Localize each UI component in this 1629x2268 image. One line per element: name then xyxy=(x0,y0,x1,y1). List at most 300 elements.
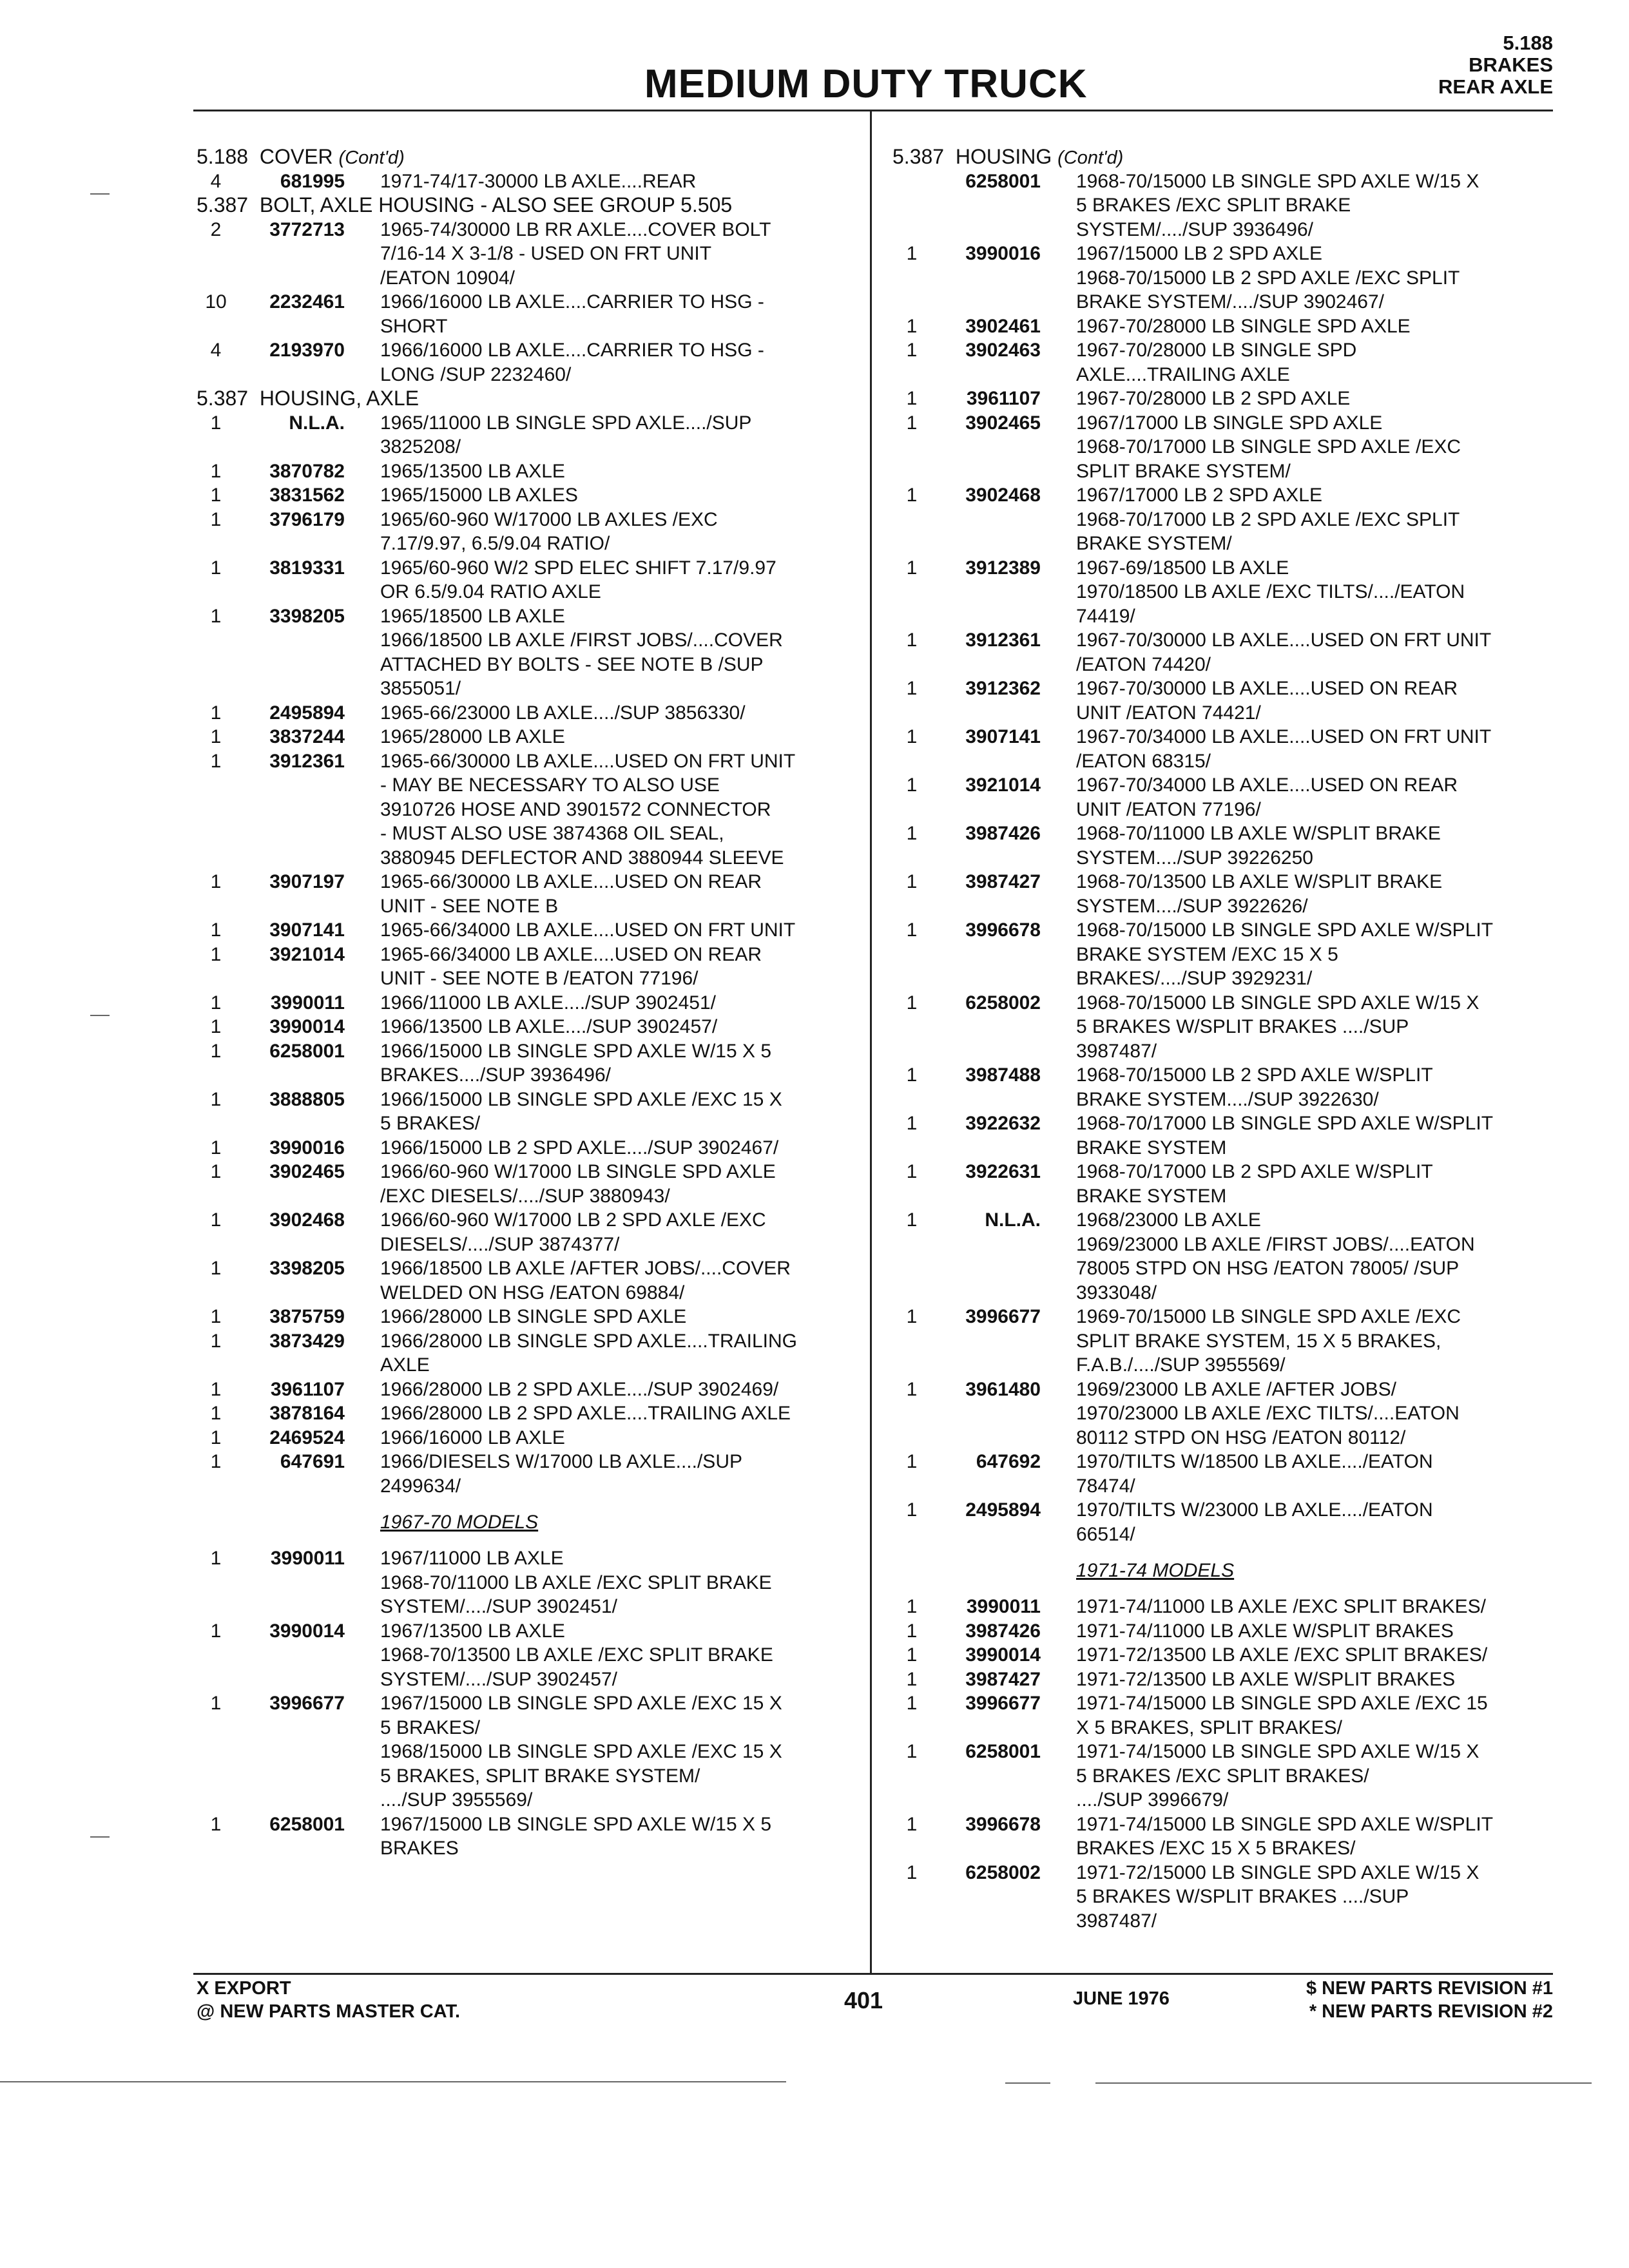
description-continuation: 3933048/ xyxy=(1076,1282,1157,1303)
part-row xyxy=(892,991,1537,1015)
part-description: 1966/60-960 W/17000 LB SINGLE SPD AXLE xyxy=(380,1161,776,1182)
header-rule xyxy=(193,110,1553,111)
part-description: 1971-72/13500 LB AXLE W/SPLIT BRAKES xyxy=(1076,1668,1456,1690)
part-number: 3873429 xyxy=(269,1330,345,1352)
quantity: 1 xyxy=(906,823,918,844)
part-row xyxy=(892,1160,1537,1184)
part-number: 647691 xyxy=(280,1451,345,1472)
quantity: 1 xyxy=(906,1620,918,1642)
description-continuation: BRAKE SYSTEM/..../SUP 3902467/ xyxy=(1076,291,1385,312)
part-number: 3961107 xyxy=(966,388,1041,409)
section-heading-text: 5.188 COVER xyxy=(197,145,339,168)
part-description: 1968-70/15000 LB SINGLE SPD AXLE W/15 X xyxy=(1076,992,1480,1014)
model-year-subheading: 1971-74 MODELS xyxy=(1076,1560,1235,1581)
part-row xyxy=(197,1619,841,1644)
part-number: 3796179 xyxy=(269,508,345,530)
quantity: 1 xyxy=(210,1016,222,1037)
continued-label: (Cont'd) xyxy=(1057,148,1124,168)
description-continuation: 1968-70/17000 LB 2 SPD AXLE /EXC SPLIT xyxy=(1076,508,1460,530)
part-row xyxy=(197,1378,841,1402)
quantity: 1 xyxy=(906,243,918,264)
quantity: 1 xyxy=(210,919,222,941)
section-heading-text: 5.387 BOLT, AXLE HOUSING - ALSO SEE GROUP 5.505 xyxy=(197,193,733,216)
quantity: 1 xyxy=(906,774,918,796)
quantity: 1 xyxy=(210,1813,222,1835)
part-row xyxy=(197,483,841,508)
part-description: 1966/13500 LB AXLE..../SUP 3902457/ xyxy=(380,1016,718,1037)
description-continuation: BRAKES /EXC 15 X 5 BRAKES/ xyxy=(1076,1838,1356,1859)
description-continuation: 3880945 DEFLECTOR AND 3880944 SLEEVE xyxy=(380,847,784,869)
part-description: 1967/17000 LB SINGLE SPD AXLE xyxy=(1076,412,1383,434)
description-continuation: DIESELS/..../SUP 3874377/ xyxy=(380,1233,620,1255)
description-continuation: 1968-70/17000 LB SINGLE SPD AXLE /EXC xyxy=(1076,436,1461,457)
section-heading xyxy=(197,387,841,411)
part-number: 3902468 xyxy=(269,1209,345,1231)
part-description: 1967-70/30000 LB AXLE....USED ON FRT UNIT xyxy=(1076,629,1492,651)
part-description: 1965/18500 LB AXLE xyxy=(380,605,565,627)
part-number: 3902465 xyxy=(965,412,1041,434)
part-description: 1971-74/15000 LB SINGLE SPD AXLE W/15 X xyxy=(1076,1741,1480,1762)
part-row xyxy=(197,459,841,484)
margin-mark xyxy=(90,1836,110,1838)
description-continuation: SYSTEM/..../SUP 3902451/ xyxy=(380,1596,617,1617)
part-number: 3990011 xyxy=(270,992,345,1014)
description-continuation: 7/16-14 X 3-1/8 - USED ON FRT UNIT xyxy=(380,243,712,264)
part-row xyxy=(892,1619,1537,1644)
part-row xyxy=(197,1450,841,1474)
part-number: 3870782 xyxy=(269,460,345,482)
part-number: 3875759 xyxy=(269,1306,345,1327)
part-description: 1965/11000 LB SINGLE SPD AXLE..../SUP xyxy=(380,412,752,434)
part-description: 1968-70/13500 LB AXLE W/SPLIT BRAKE xyxy=(1076,871,1443,892)
part-description: 1965/28000 LB AXLE xyxy=(380,726,565,747)
part-number: 3922632 xyxy=(965,1113,1041,1134)
part-number: 3902468 xyxy=(965,485,1041,506)
part-number: 3831562 xyxy=(269,485,345,506)
legend-revision-2: * NEW PARTS REVISION #2 xyxy=(1309,2001,1553,2022)
part-number: 6258002 xyxy=(965,992,1041,1014)
description-continuation: BRAKES..../SUP 3936496/ xyxy=(380,1064,611,1086)
part-description: 1967/15000 LB SINGLE SPD AXLE /EXC 15 X xyxy=(380,1693,782,1714)
description-continuation: SPLIT BRAKE SYSTEM, 15 X 5 BRAKES, xyxy=(1076,1330,1441,1352)
description-continuation: F.A.B./..../SUP 3955569/ xyxy=(1076,1354,1286,1376)
part-number: 3996678 xyxy=(965,1813,1041,1835)
part-description: 1968-70/11000 LB AXLE W/SPLIT BRAKE xyxy=(1076,823,1441,844)
part-row xyxy=(892,556,1537,581)
quantity: 1 xyxy=(210,1403,222,1424)
part-number: 3398205 xyxy=(269,1258,345,1279)
part-description: 1966/15000 LB 2 SPD AXLE..../SUP 3902467/ xyxy=(380,1137,779,1158)
description-continuation: 3825208/ xyxy=(380,436,461,457)
section-heading-text: 5.387 HOUSING xyxy=(892,145,1058,168)
part-row xyxy=(197,218,841,242)
part-row xyxy=(892,677,1537,701)
description-continuation: 5 BRAKES/ xyxy=(380,1113,481,1134)
description-continuation: 3987487/ xyxy=(1076,1910,1157,1932)
part-description: 1970/TILTS W/23000 LB AXLE..../EATON xyxy=(1076,1499,1433,1521)
part-row xyxy=(892,1378,1537,1402)
part-row xyxy=(197,1401,841,1426)
part-row xyxy=(197,556,841,581)
part-row xyxy=(197,338,841,363)
part-description: 1968-70/15000 LB SINGLE SPD AXLE W/SPLIT xyxy=(1076,919,1494,941)
part-description: 1965-66/34000 LB AXLE....USED ON FRT UNIT xyxy=(380,919,796,941)
part-description: 1967/15000 LB 2 SPD AXLE xyxy=(1076,243,1322,264)
scan-edge-line xyxy=(0,2081,786,2082)
margin-mark xyxy=(90,193,110,195)
description-continuation: 3910726 HOSE AND 3901572 CONNECTOR xyxy=(380,798,771,820)
part-number: 2193970 xyxy=(269,340,345,361)
part-row xyxy=(197,1088,841,1112)
description-continuation: 1969/23000 LB AXLE /FIRST JOBS/....EATON xyxy=(1076,1233,1475,1255)
part-row xyxy=(197,1015,841,1039)
description-continuation: 74419/ xyxy=(1076,605,1135,627)
section-info xyxy=(1438,32,1553,98)
part-row xyxy=(892,628,1537,653)
continued-label: (Cont'd) xyxy=(338,148,405,168)
part-row xyxy=(197,411,841,436)
quantity: 1 xyxy=(906,1741,918,1762)
part-number: 3902465 xyxy=(269,1161,345,1182)
description-continuation: - MAY BE NECESSARY TO ALSO USE xyxy=(380,774,720,796)
part-description: 1965-66/34000 LB AXLE....USED ON REAR xyxy=(380,943,762,965)
publication-date: JUNE 1976 xyxy=(1073,1988,1170,2009)
quantity: 1 xyxy=(906,388,918,409)
part-description: 1971-74/11000 LB AXLE W/SPLIT BRAKES xyxy=(1076,1620,1454,1642)
part-number: 3921014 xyxy=(965,774,1041,796)
quantity: 1 xyxy=(906,678,918,699)
section-heading-text: 5.387 HOUSING, AXLE xyxy=(197,387,419,410)
quantity: 1 xyxy=(210,1451,222,1472)
description-continuation: BRAKES/..../SUP 3929231/ xyxy=(1076,968,1313,989)
quantity: 10 xyxy=(205,291,227,312)
part-description: 1967-69/18500 LB AXLE xyxy=(1076,557,1289,579)
part-description: 1966/15000 LB SINGLE SPD AXLE W/15 X 5 xyxy=(380,1040,772,1062)
part-description: 1966/28000 LB SINGLE SPD AXLE....TRAILING xyxy=(380,1330,798,1352)
part-number: 3990014 xyxy=(965,1644,1041,1666)
footer-rule xyxy=(193,1973,1553,1975)
description-continuation: /EXC DIESELS/..../SUP 3880943/ xyxy=(380,1185,670,1207)
part-number: 3961107 xyxy=(270,1378,345,1400)
quantity: 1 xyxy=(210,1693,222,1714)
part-number: 6258001 xyxy=(965,1741,1041,1762)
quantity: 1 xyxy=(906,992,918,1014)
description-continuation: 66514/ xyxy=(1076,1523,1135,1545)
part-row xyxy=(197,1256,841,1281)
quantity: 1 xyxy=(210,1258,222,1279)
description-continuation: 1968-70/11000 LB AXLE /EXC SPLIT BRAKE xyxy=(380,1571,772,1593)
part-description: 1968-70/17000 LB 2 SPD AXLE W/SPLIT xyxy=(1076,1161,1433,1182)
description-continuation: BRAKE SYSTEM xyxy=(1076,1185,1227,1207)
quantity: 1 xyxy=(906,340,918,361)
part-row xyxy=(892,870,1537,894)
part-description: 1968-70/17000 LB SINGLE SPD AXLE W/SPLIT xyxy=(1076,1113,1494,1134)
description-continuation: /EATON 74420/ xyxy=(1076,653,1211,675)
part-description: 1966/11000 LB AXLE..../SUP 3902451/ xyxy=(380,992,716,1014)
part-description: 1968/23000 LB AXLE xyxy=(1076,1209,1261,1231)
part-row xyxy=(892,1595,1537,1619)
quantity: 1 xyxy=(210,557,222,579)
part-number: 6258001 xyxy=(965,170,1041,192)
part-number: 6258002 xyxy=(965,1861,1041,1883)
quantity: 1 xyxy=(906,1064,918,1086)
part-row xyxy=(197,1329,841,1354)
part-description: 1968-70/15000 LB 2 SPD AXLE W/SPLIT xyxy=(1076,1064,1433,1086)
description-continuation: OR 6.5/9.04 RATIO AXLE xyxy=(380,581,601,602)
part-number: 3996678 xyxy=(965,919,1041,941)
part-number: 3912389 xyxy=(965,557,1041,579)
part-number: 3912361 xyxy=(269,750,345,772)
part-number: 3912362 xyxy=(965,678,1041,699)
quantity: 1 xyxy=(210,1330,222,1352)
part-row xyxy=(197,991,841,1015)
model-year-subheading: 1967-70 MODELS xyxy=(380,1512,539,1533)
description-continuation: 5 BRAKES /EXC SPLIT BRAKES/ xyxy=(1076,1765,1369,1787)
part-row xyxy=(197,169,841,194)
column-divider xyxy=(870,111,872,1973)
part-number: 647692 xyxy=(976,1451,1041,1472)
part-row xyxy=(892,1063,1537,1088)
footer-legend-left xyxy=(197,1977,460,2023)
description-continuation: 7.17/9.97, 6.5/9.04 RATIO/ xyxy=(380,533,610,554)
description-continuation: SPLIT BRAKE SYSTEM/ xyxy=(1076,460,1291,482)
part-description: 1967/15000 LB SINGLE SPD AXLE W/15 X 5 xyxy=(380,1813,772,1835)
footer-legend-right xyxy=(1306,1977,1553,2023)
quantity: 1 xyxy=(906,1499,918,1521)
quantity: 1 xyxy=(210,1137,222,1158)
quantity: 1 xyxy=(210,1209,222,1231)
part-row xyxy=(197,725,841,749)
quantity: 1 xyxy=(210,605,222,627)
description-continuation: 78005 STPD ON HSG /EATON 78005/ /SUP xyxy=(1076,1258,1460,1279)
part-number: 6258001 xyxy=(269,1813,345,1835)
description-continuation: BRAKE SYSTEM..../SUP 3922630/ xyxy=(1076,1088,1379,1110)
part-row xyxy=(892,1691,1537,1716)
part-description: 1966/15000 LB SINGLE SPD AXLE /EXC 15 X xyxy=(380,1088,782,1110)
part-number: 2469524 xyxy=(269,1427,345,1448)
part-row xyxy=(892,822,1537,846)
quantity: 1 xyxy=(906,871,918,892)
quantity: 1 xyxy=(210,871,222,892)
part-row xyxy=(197,943,841,967)
description-continuation: UNIT /EATON 77196/ xyxy=(1076,798,1261,820)
part-row xyxy=(197,870,841,894)
part-number: 3888805 xyxy=(269,1088,345,1110)
part-description: 1967-70/30000 LB AXLE....USED ON REAR xyxy=(1076,678,1458,699)
scan-edge-line xyxy=(1005,2082,1050,2084)
legend-export: X EXPORT xyxy=(197,1978,291,1999)
description-continuation: SYSTEM..../SUP 39226250 xyxy=(1076,847,1313,869)
description-continuation: 1970/18500 LB AXLE /EXC TILTS/..../EATON xyxy=(1076,581,1465,602)
quantity: 1 xyxy=(210,992,222,1014)
left-column xyxy=(197,145,841,1861)
part-row xyxy=(197,1546,841,1571)
quantity: 1 xyxy=(210,702,222,724)
quantity: 1 xyxy=(906,1861,918,1883)
description-continuation: 1968-70/15000 LB 2 SPD AXLE /EXC SPLIT xyxy=(1076,267,1460,289)
part-number: 6258001 xyxy=(269,1040,345,1062)
part-row xyxy=(892,1861,1537,1885)
description-continuation: UNIT /EATON 74421/ xyxy=(1076,702,1261,724)
part-row xyxy=(197,1812,841,1837)
part-row xyxy=(892,1450,1537,1474)
description-continuation: BRAKE SYSTEM/ xyxy=(1076,533,1232,554)
part-row xyxy=(892,918,1537,943)
part-number: 3921014 xyxy=(269,943,345,965)
part-description: 1971-74/15000 LB SINGLE SPD AXLE W/SPLIT xyxy=(1076,1813,1494,1835)
quantity: 1 xyxy=(906,1451,918,1472)
part-description: 1965/60-960 W/17000 LB AXLES /EXC xyxy=(380,508,718,530)
part-description: 1965-66/30000 LB AXLE....USED ON FRT UNIT xyxy=(380,750,796,772)
part-number: 3990016 xyxy=(965,243,1041,264)
part-number: N.L.A. xyxy=(985,1209,1041,1231)
part-number: 3996677 xyxy=(965,1693,1041,1714)
part-number: 3902461 xyxy=(965,315,1041,337)
page-header xyxy=(193,26,1553,110)
quantity: 1 xyxy=(906,919,918,941)
part-number: 3987427 xyxy=(965,1668,1041,1690)
legend-master-cat: @ NEW PARTS MASTER CAT. xyxy=(197,2001,461,2022)
description-continuation: ATTACHED BY BOLTS - SEE NOTE B /SUP xyxy=(380,653,764,675)
quantity: 1 xyxy=(210,1427,222,1448)
part-description: 1965/13500 LB AXLE xyxy=(380,460,565,482)
quantity: 1 xyxy=(906,1596,918,1617)
part-number: 3987427 xyxy=(965,871,1041,892)
quantity: 1 xyxy=(210,1620,222,1642)
margin-mark xyxy=(90,1015,110,1016)
description-continuation: 1968/15000 LB SINGLE SPD AXLE /EXC 15 X xyxy=(380,1741,782,1762)
quantity: 1 xyxy=(210,750,222,772)
part-number: 3990016 xyxy=(269,1137,345,1158)
quantity: 1 xyxy=(210,1548,222,1569)
description-continuation: SYSTEM/..../SUP 3902457/ xyxy=(380,1668,617,1690)
part-description: 1966/16000 LB AXLE xyxy=(380,1427,565,1448)
part-description: 1965-66/23000 LB AXLE..../SUP 3856330/ xyxy=(380,702,746,724)
part-row xyxy=(892,1208,1537,1233)
part-row xyxy=(197,1305,841,1329)
description-continuation: 5 BRAKES /EXC SPLIT BRAKE xyxy=(1076,195,1351,216)
part-number: 3987426 xyxy=(965,1620,1041,1642)
description-continuation: 78474/ xyxy=(1076,1475,1135,1497)
description-continuation: AXLE....TRAILING AXLE xyxy=(1076,363,1290,385)
description-continuation: X 5 BRAKES, SPLIT BRAKES/ xyxy=(1076,1716,1342,1738)
part-description: 1966/28000 LB SINGLE SPD AXLE xyxy=(380,1306,687,1327)
part-description: 1967-70/34000 LB AXLE....USED ON FRT UNIT xyxy=(1076,726,1492,747)
part-description: 1966/16000 LB AXLE....CARRIER TO HSG - xyxy=(380,340,764,361)
part-number: 3996677 xyxy=(965,1306,1041,1327)
quantity: 1 xyxy=(906,1306,918,1327)
section-subgroup: REAR AXLE xyxy=(1438,75,1553,98)
part-row xyxy=(197,1136,841,1160)
quantity: 1 xyxy=(906,315,918,337)
quantity: 1 xyxy=(210,1040,222,1062)
description-continuation: AXLE xyxy=(380,1354,430,1376)
scan-edge-line xyxy=(1095,2082,1592,2084)
part-description: 1967-70/34000 LB AXLE....USED ON REAR xyxy=(1076,774,1458,796)
description-continuation: ..../SUP 3996679/ xyxy=(1076,1789,1229,1811)
part-description: 1966/16000 LB AXLE....CARRIER TO HSG - xyxy=(380,291,764,312)
quantity: 1 xyxy=(210,508,222,530)
description-continuation: 1968-70/13500 LB AXLE /EXC SPLIT BRAKE xyxy=(380,1644,773,1666)
description-continuation: BRAKE SYSTEM xyxy=(1076,1137,1227,1158)
part-number: 3902463 xyxy=(965,340,1041,361)
description-continuation: 5 BRAKES W/SPLIT BRAKES ..../SUP xyxy=(1076,1886,1409,1907)
description-continuation: ..../SUP 3955569/ xyxy=(380,1789,533,1811)
page-title: MEDIUM DUTY TRUCK xyxy=(644,62,1088,106)
description-continuation: 1970/23000 LB AXLE /EXC TILTS/....EATON xyxy=(1076,1403,1460,1424)
description-continuation: /EATON 10904/ xyxy=(380,267,516,289)
part-description: 1971-74/11000 LB AXLE /EXC SPLIT BRAKES/ xyxy=(1076,1596,1486,1617)
description-continuation: 2499634/ xyxy=(380,1475,461,1497)
part-description: 1967-70/28000 LB SINGLE SPD xyxy=(1076,340,1357,361)
quantity: 2 xyxy=(210,218,222,240)
part-row xyxy=(892,387,1537,411)
quantity: 4 xyxy=(210,170,222,192)
part-number: N.L.A. xyxy=(289,412,345,434)
part-description: 1966/60-960 W/17000 LB 2 SPD AXLE /EXC xyxy=(380,1209,766,1231)
part-description: 1971-72/13500 LB AXLE /EXC SPLIT BRAKES/ xyxy=(1076,1644,1488,1666)
description-continuation: WELDED ON HSG /EATON 69884/ xyxy=(380,1282,685,1303)
part-number: 3878164 xyxy=(269,1403,345,1424)
description-continuation: BRAKE SYSTEM /EXC 15 X 5 xyxy=(1076,943,1338,965)
part-description: 1965/60-960 W/2 SPD ELEC SHIFT 7.17/9.97 xyxy=(380,557,776,579)
quantity: 1 xyxy=(210,485,222,506)
quantity: 1 xyxy=(906,485,918,506)
part-row xyxy=(197,508,841,532)
part-number: 3837244 xyxy=(269,726,345,747)
quantity: 1 xyxy=(210,412,222,434)
part-row xyxy=(892,314,1537,339)
quantity: 1 xyxy=(210,1088,222,1110)
part-description: 1967-70/28000 LB 2 SPD AXLE xyxy=(1076,388,1351,409)
part-row xyxy=(892,725,1537,749)
part-row xyxy=(892,773,1537,798)
part-row xyxy=(197,749,841,774)
description-continuation: UNIT - SEE NOTE B xyxy=(380,895,559,917)
part-number: 3987426 xyxy=(965,823,1041,844)
part-description: 1969-70/15000 LB SINGLE SPD AXLE /EXC xyxy=(1076,1306,1461,1327)
quantity: 1 xyxy=(210,1378,222,1400)
part-description: 1966/28000 LB 2 SPD AXLE....TRAILING AXLE xyxy=(380,1403,791,1424)
legend-revision-1: $ NEW PARTS REVISION #1 xyxy=(1306,1978,1553,1999)
description-continuation: 5 BRAKES W/SPLIT BRAKES ..../SUP xyxy=(1076,1016,1409,1037)
quantity: 1 xyxy=(906,1644,918,1666)
part-row xyxy=(197,1208,841,1233)
part-description: 1971-74/17-30000 LB AXLE....REAR xyxy=(380,170,697,192)
quantity: 1 xyxy=(210,1306,222,1327)
part-row xyxy=(892,1498,1537,1523)
part-description: 1968-70/15000 LB SINGLE SPD AXLE W/15 X xyxy=(1076,170,1480,192)
description-continuation: 5 BRAKES, SPLIT BRAKE SYSTEM/ xyxy=(380,1765,700,1787)
part-number: 3990011 xyxy=(270,1548,345,1569)
part-row xyxy=(892,169,1537,194)
part-row xyxy=(197,1039,841,1064)
part-row xyxy=(197,1691,841,1716)
part-description: 1967-70/28000 LB SINGLE SPD AXLE xyxy=(1076,315,1411,337)
quantity: 1 xyxy=(906,1113,918,1134)
description-continuation: 80112 STPD ON HSG /EATON 80112/ xyxy=(1076,1427,1406,1448)
part-description: 1966/18500 LB AXLE /AFTER JOBS/....COVER xyxy=(380,1258,791,1279)
part-number: 3922631 xyxy=(965,1161,1041,1182)
right-column xyxy=(892,145,1537,1933)
description-continuation: 3987487/ xyxy=(1076,1040,1157,1062)
section-heading xyxy=(197,193,841,218)
quantity: 4 xyxy=(210,340,222,361)
part-row xyxy=(197,290,841,314)
part-number: 3990014 xyxy=(269,1016,345,1037)
part-description: 1971-74/15000 LB SINGLE SPD AXLE /EXC 15 xyxy=(1076,1693,1488,1714)
part-number: 3907141 xyxy=(269,919,345,941)
